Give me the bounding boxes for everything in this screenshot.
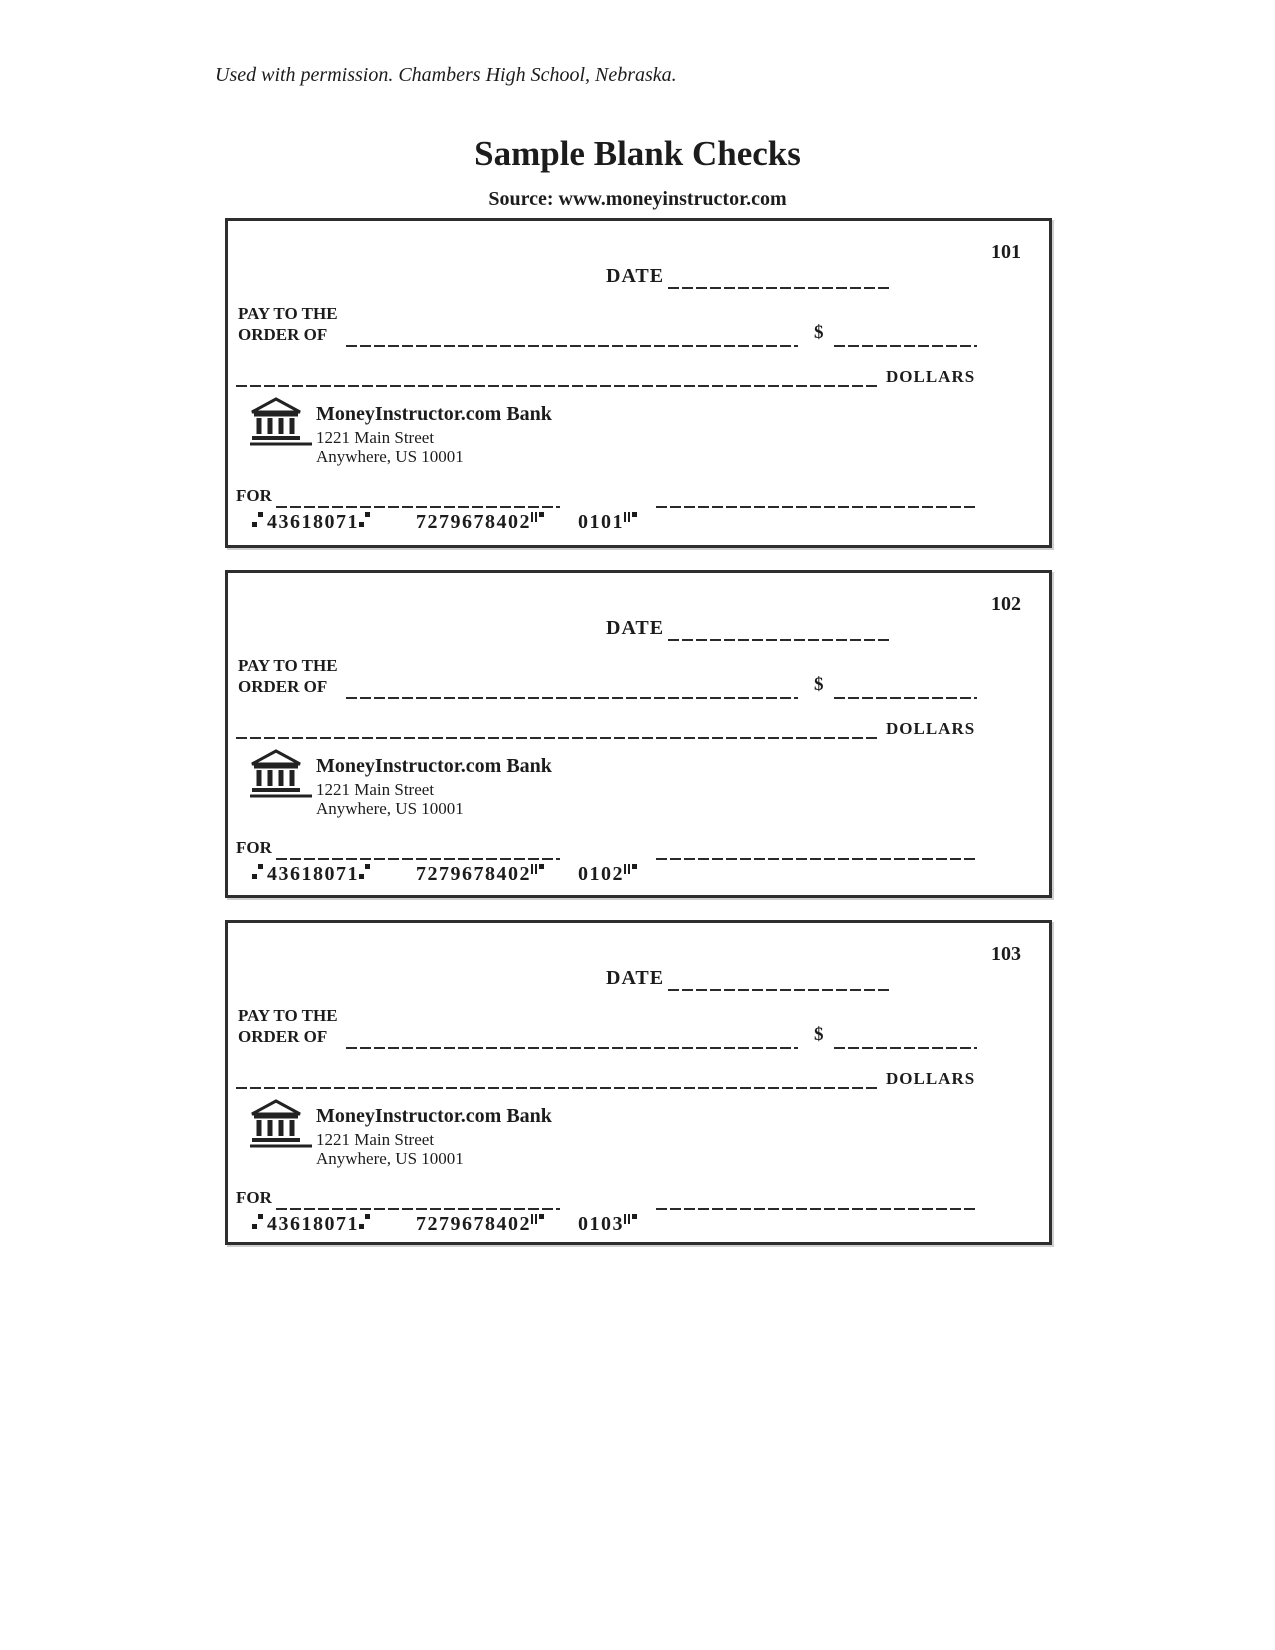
date-label: DATE: [606, 967, 665, 989]
order-of-label: ORDER OF: [238, 325, 328, 344]
check-103: [225, 920, 1052, 1245]
micr-onus-icon: [531, 511, 546, 530]
check-number: 102: [991, 593, 1021, 615]
check-101: [225, 218, 1052, 548]
bank-city: Anywhere, US 10001: [316, 1149, 464, 1168]
date-label: DATE: [606, 617, 665, 639]
signature-line: [656, 858, 976, 860]
micr-onus-icon: [531, 1213, 546, 1232]
payee-line: [346, 345, 798, 347]
signature-line: [656, 506, 976, 508]
payee-line: [346, 697, 798, 699]
pay-to-the-label: PAY TO THE: [238, 656, 338, 675]
order-of-label: ORDER OF: [238, 1027, 328, 1046]
date-line: [668, 639, 890, 641]
dollars-label: DOLLARS: [886, 1069, 976, 1088]
for-label: FOR: [236, 1188, 272, 1207]
dollar-sign: $: [814, 1024, 824, 1045]
permission-note: Used with permission. Chambers High School, Nebraska.: [215, 64, 677, 86]
dollars-label: DOLLARS: [886, 719, 976, 738]
bank-city: Anywhere, US 10001: [316, 447, 464, 466]
micr-transit-icon: [359, 863, 372, 882]
bank-name: MoneyInstructor.com Bank: [316, 403, 552, 425]
dollars-label: DOLLARS: [886, 367, 976, 386]
account-number: 7279678402: [416, 511, 531, 533]
check-number: 103: [991, 943, 1021, 965]
memo-line: [276, 1208, 560, 1210]
routing-number: 43618071: [267, 511, 359, 533]
micr-transit-icon: [252, 511, 265, 530]
date-line: [668, 989, 890, 991]
date-line: [668, 287, 890, 289]
micr-line: [252, 1213, 639, 1236]
for-label: FOR: [236, 838, 272, 857]
for-label: FOR: [236, 486, 272, 505]
bank-building-icon: [250, 749, 314, 805]
amount-line: [834, 345, 977, 347]
page-title: Sample Blank Checks: [474, 134, 801, 173]
dollar-sign: $: [814, 322, 824, 343]
micr-transit-icon: [252, 1213, 265, 1232]
bank-building-icon: [250, 397, 314, 453]
bank-city: Anywhere, US 10001: [316, 799, 464, 818]
micr-check-number: 0101: [578, 511, 624, 533]
micr-onus-icon: [531, 863, 546, 882]
routing-number: 43618071: [267, 1213, 359, 1235]
written-amount-line: [236, 1087, 878, 1089]
bank-street: 1221 Main Street: [316, 1130, 435, 1149]
micr-onus-icon: [624, 1213, 639, 1232]
date-label: DATE: [606, 265, 665, 287]
routing-number: 43618071: [267, 863, 359, 885]
bank-name: MoneyInstructor.com Bank: [316, 1105, 552, 1127]
bank-building-icon: [250, 1099, 314, 1155]
pay-to-the-label: PAY TO THE: [238, 1006, 338, 1025]
check-number: 101: [991, 241, 1021, 263]
micr-check-number: 0102: [578, 863, 624, 885]
account-number: 7279678402: [416, 863, 531, 885]
micr-transit-icon: [359, 511, 372, 530]
amount-line: [834, 1047, 977, 1049]
order-of-label: ORDER OF: [238, 677, 328, 696]
micr-onus-icon: [624, 863, 639, 882]
bank-street: 1221 Main Street: [316, 428, 435, 447]
check-102: [225, 570, 1052, 898]
source-line: Source: www.moneyinstructor.com: [488, 188, 787, 210]
payee-line: [346, 1047, 798, 1049]
pay-to-the-label: PAY TO THE: [238, 304, 338, 323]
micr-line: [252, 863, 639, 886]
account-number: 7279678402: [416, 1213, 531, 1235]
written-amount-line: [236, 385, 878, 387]
dollar-sign: $: [814, 674, 824, 695]
memo-line: [276, 858, 560, 860]
micr-transit-icon: [359, 1213, 372, 1232]
micr-check-number: 0103: [578, 1213, 624, 1235]
memo-line: [276, 506, 560, 508]
bank-name: MoneyInstructor.com Bank: [316, 755, 552, 777]
signature-line: [656, 1208, 976, 1210]
written-amount-line: [236, 737, 878, 739]
amount-line: [834, 697, 977, 699]
micr-onus-icon: [624, 511, 639, 530]
bank-street: 1221 Main Street: [316, 780, 435, 799]
micr-transit-icon: [252, 863, 265, 882]
micr-line: [252, 511, 639, 534]
